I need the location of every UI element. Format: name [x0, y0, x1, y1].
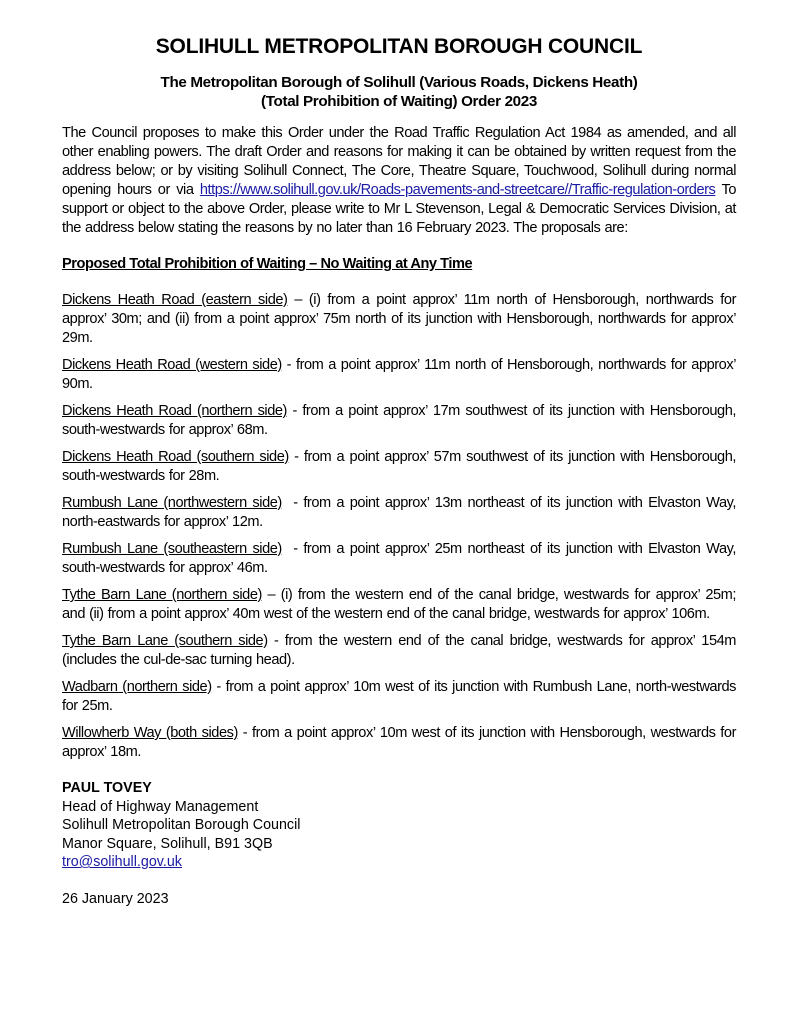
proposals-list	[62, 291, 741, 762]
signatory-address: Manor Square, Solihull, B91 3QB	[62, 835, 273, 852]
signatory-role: Head of Highway Management	[62, 798, 259, 815]
proposal-description: - from a point approx’ 57m southwest of its junction with Hensborough, south-westwards for 28m.	[62, 449, 736, 484]
proposal-description: - from a point approx’ 11m north of Hensborough, northwards for approx’ 90m.	[62, 357, 736, 392]
proposal-road: Dickens Heath Road (northern side)	[62, 403, 287, 419]
order-title	[62, 73, 736, 111]
proposal-description: – (i) from a point approx’ 11m north of Hensborough, northwards for approx’ 30m; and (ii) from a point approx’ 75m north of its junction with Hensborough, northwards for approx’ 29m.	[62, 292, 736, 346]
proposal-description: - from the western end of the canal bridge, westwards for approx’ 154m (includes the cul-de-sac turning head).	[62, 633, 736, 668]
proposal-road: Dickens Heath Road (eastern side)	[62, 292, 288, 308]
proposal-item	[62, 632, 736, 670]
proposal-item	[62, 540, 741, 578]
proposal-road: Rumbush Lane (southeastern side)	[62, 541, 282, 557]
intro-text-after-link: To support or object to the above Order, please write to Mr L Stevenson, Legal & Democratic Services Division, at the address below stating the reasons by no later than 16 February 2023. The proposals are:	[62, 182, 736, 236]
proposal-item	[62, 448, 736, 486]
proposal-road: Tythe Barn Lane (northern side)	[62, 587, 262, 603]
proposal-item	[62, 291, 736, 348]
section-heading: Proposed Total Prohibition of Waiting – No Waiting at Any Time	[62, 256, 473, 272]
document-page	[62, 34, 741, 908]
email-link[interactable]: tro@solihull.gov.uk	[62, 854, 182, 870]
proposal-road: Tythe Barn Lane (southern side)	[62, 633, 268, 649]
proposal-description: - from a point approx’ 25m northeast of its junction with Elvaston Way, south-westwards for approx’ 46m.	[62, 541, 741, 576]
proposal-item	[62, 724, 736, 762]
intro-text-before-link: The Council proposes to make this Order under the Road Traffic Regulation Act 1984 as amended, and all other enabling powers. The draft Order and reasons for making it can be obtained by written request from the address below; or by visiting Solihull Connect, The Core, Theatre Square, Touchwood, Solihull during normal opening hours or via	[62, 125, 736, 198]
signatory-organisation: Solihull Metropolitan Borough Council	[62, 817, 301, 833]
order-title-line1: The Metropolitan Borough of Solihull (Various Roads, Dickens Heath)	[160, 74, 638, 91]
proposal-description: – (i) from the western end of the canal bridge, westwards for approx’ 25m; and (ii) from a point approx’ 40m west of the western end of the canal bridge, westwards for approx’ 106m.	[62, 587, 736, 622]
proposal-item	[62, 586, 736, 624]
proposal-road: Dickens Heath Road (western side)	[62, 357, 282, 373]
signature-block	[62, 779, 736, 908]
proposal-item	[62, 678, 736, 716]
proposal-road: Willowherb Way (both sides)	[62, 725, 238, 741]
proposal-description: - from a point approx’ 10m west of its junction with Hensborough, westwards for approx’ 18m.	[62, 725, 736, 760]
proposal-item	[62, 356, 736, 394]
proposal-item	[62, 402, 736, 440]
proposal-description: - from a point approx’ 10m west of its junction with Rumbush Lane, north-westwards for 25m.	[62, 679, 737, 714]
proposal-road: Dickens Heath Road (southern side)	[62, 449, 289, 465]
proposal-road: Rumbush Lane (northwestern side)	[62, 495, 282, 511]
notice-date: 26 January 2023	[62, 890, 169, 907]
proposal-description: - from a point approx’ 17m southwest of its junction with Hensborough, south-westwards for approx’ 68m.	[62, 403, 736, 438]
proposal-description: - from a point approx’ 13m northeast of its junction with Elvaston Way, north-eastwards for approx’ 12m.	[62, 495, 741, 530]
council-title: SOLIHULL METROPOLITAN BOROUGH COUNCIL	[155, 35, 643, 58]
proposal-road: Wadbarn (northern side)	[62, 679, 212, 695]
signatory-name: PAUL TOVEY	[62, 780, 152, 796]
order-title-line2: (Total Prohibition of Waiting) Order 2023	[261, 93, 537, 110]
intro-paragraph	[62, 124, 736, 238]
traffic-regulation-orders-link[interactable]: https://www.solihull.gov.uk/Roads-pavements-and-streetcare//Traffic-regulation-orders	[199, 182, 716, 198]
proposal-item	[62, 494, 741, 532]
